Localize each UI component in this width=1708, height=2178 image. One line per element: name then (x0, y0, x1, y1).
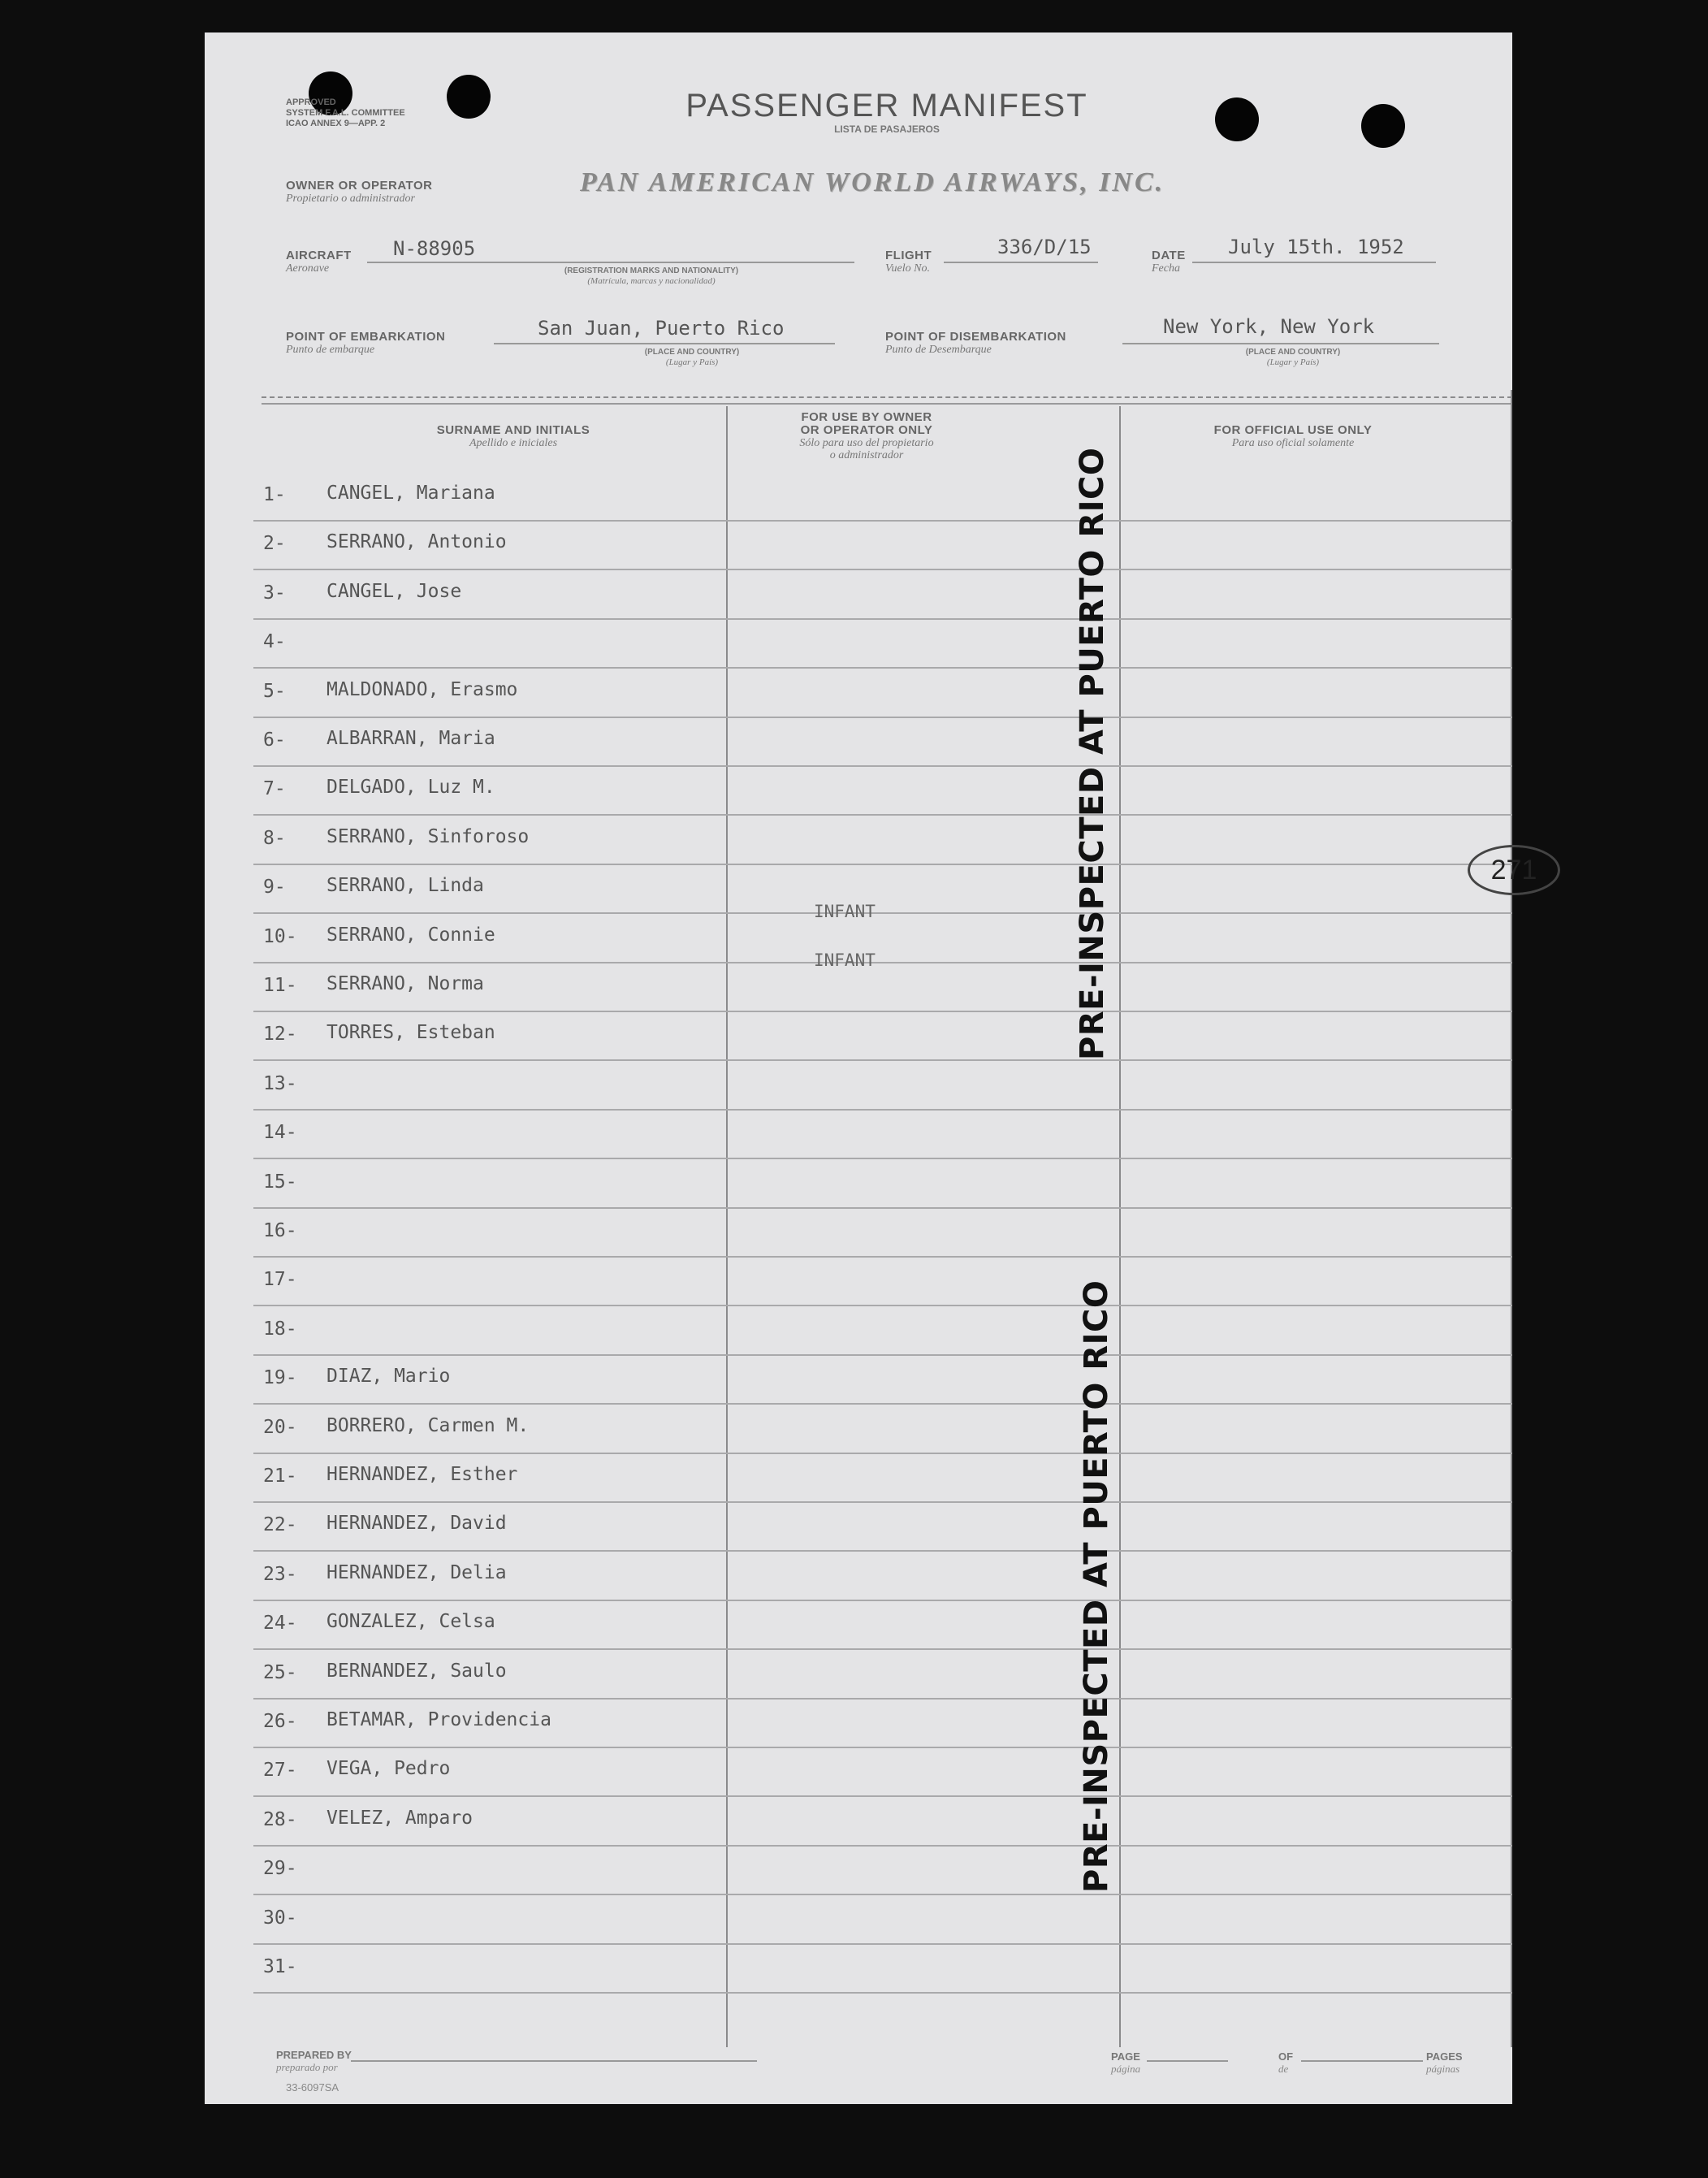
prepared-label: PREPARED BY (276, 2049, 352, 2061)
row-number: 16- (263, 1220, 297, 1241)
flight-underline (944, 262, 1098, 263)
row-number: 4- (263, 631, 286, 653)
operator-note: INFANT (814, 901, 876, 921)
owner-label-block (286, 179, 432, 206)
pages-block (1426, 2050, 1463, 2076)
table-top-rule (262, 396, 1512, 398)
disembark-sub: (PLACE AND COUNTRY) (1245, 348, 1341, 357)
aircraft-label: AIRCRAFT (286, 249, 352, 262)
row-number: 1- (263, 484, 286, 505)
row-number: 23- (263, 1563, 297, 1585)
passenger-name: SERRANO, Linda (326, 875, 484, 897)
row-number: 22- (263, 1514, 297, 1536)
row-number: 15- (263, 1171, 297, 1193)
pages-label: PAGES (1426, 2050, 1463, 2063)
col-head-names-label: SURNAME AND INITIALS (436, 423, 590, 437)
passenger-name: DELGADO, Luz M. (326, 777, 495, 799)
approval-line-1: APPROVED (286, 97, 336, 107)
table-row (253, 668, 1512, 718)
row-number: 19- (263, 1367, 297, 1389)
aircraft-value: N-88905 (393, 237, 476, 260)
date-label: DATE (1152, 249, 1186, 262)
table-row (253, 950, 1512, 1012)
aircraft-label-block (286, 249, 352, 275)
passenger-name: VEGA, Pedro (326, 1758, 451, 1780)
col-head-names-es: Apellido e iniciales (469, 437, 558, 449)
row-number: 6- (263, 730, 286, 751)
flight-label-block (885, 249, 932, 275)
table-row (253, 618, 1512, 669)
passenger-name: HERNANDEZ, David (326, 1513, 507, 1535)
page-block (1111, 2050, 1140, 2076)
passenger-name: BORRERO, Carmen M. (326, 1414, 530, 1436)
table-row (253, 1256, 1512, 1306)
embark-sub: (PLACE AND COUNTRY) (644, 348, 740, 357)
table-row (253, 717, 1512, 767)
page-title-es: LISTA DE PASAJEROS (834, 123, 940, 135)
table-row (253, 1600, 1512, 1650)
table-row (253, 864, 1512, 914)
owner-label: OWNER OR OPERATOR (286, 179, 433, 193)
row-number: 28- (263, 1808, 297, 1830)
page-title: PASSENGER MANIFEST (685, 88, 1088, 123)
flight-value: 336/D/15 (997, 236, 1092, 258)
passenger-name: BERNANDEZ, Saulo (326, 1660, 507, 1682)
row-number: 21- (263, 1466, 297, 1487)
passenger-name: SERRANO, Connie (326, 924, 495, 946)
punch-hole-3 (1215, 97, 1259, 141)
table-row (253, 1698, 1512, 1748)
table-row (253, 901, 1512, 963)
row-number: 31- (263, 1956, 297, 1977)
row-number: 3- (263, 582, 286, 604)
embark-value: San Juan, Puerto Rico (538, 317, 785, 340)
aircraft-sub-block (497, 266, 806, 286)
embark-label: POINT OF EMBARKATION (286, 330, 446, 344)
table-row (253, 520, 1512, 570)
passenger-name: TORRES, Esteban (326, 1022, 495, 1044)
pages-label-es: páginas (1426, 2063, 1460, 2075)
disembark-underline (1122, 343, 1439, 344)
row-number: 13- (263, 1072, 297, 1094)
table-row (253, 1453, 1512, 1503)
embark-label-es: Punto de embarque (286, 344, 375, 356)
col-head-official (1122, 424, 1464, 449)
row-number: 9- (263, 877, 286, 898)
table-row (253, 815, 1512, 865)
page-label-es: página (1111, 2063, 1141, 2075)
row-number: 24- (263, 1613, 297, 1635)
row-number: 20- (263, 1416, 297, 1438)
table-row (253, 1796, 1512, 1847)
aircraft-sub-es: (Matrícula, marcas y nacionalidad) (587, 276, 716, 286)
row-number: 10- (263, 925, 297, 947)
of-block (1278, 2050, 1293, 2076)
form-number: 33-6097SA (286, 2081, 339, 2094)
table-row (253, 1649, 1512, 1700)
prepared-underline (351, 2060, 757, 2062)
passenger-name: HERNANDEZ, Delia (326, 1561, 507, 1583)
table-row (253, 1551, 1512, 1601)
row-number: 11- (263, 975, 297, 996)
approval-line-2: SYSTEM F.A.L. COMMITTEE (286, 108, 405, 118)
prepared-label-es: preparado por (276, 2061, 338, 2073)
row-number: 5- (263, 680, 286, 702)
row-number: 25- (263, 1661, 297, 1683)
company-name: PAN AMERICAN WORLD AIRWAYS, INC. (580, 167, 1165, 197)
passenger-name: MALDONADO, Erasmo (326, 678, 518, 700)
aircraft-sub: (REGISTRATION MARKS AND NATIONALITY) (564, 266, 739, 275)
flight-label: FLIGHT (885, 249, 932, 262)
col-head-owner-es-2: o administrador (829, 449, 904, 461)
table-row (253, 765, 1512, 816)
disembark-value: New York, New York (1163, 315, 1375, 338)
row-number: 12- (263, 1024, 297, 1046)
table-row (253, 1207, 1512, 1258)
of-label: OF (1278, 2050, 1294, 2063)
embark-label-block (286, 330, 445, 357)
row-number: 14- (263, 1122, 297, 1144)
table-row (253, 1306, 1512, 1356)
approval-block (286, 97, 405, 129)
table-row (253, 1060, 1512, 1111)
row-number: 30- (263, 1907, 297, 1929)
row-number: 18- (263, 1318, 297, 1340)
col-head-owner-2: OR OPERATOR ONLY (800, 423, 933, 437)
col-head-owner-1: FOR USE BY OWNER (801, 410, 932, 424)
of-label-es: de (1278, 2063, 1289, 2075)
punch-hole-4 (1361, 104, 1405, 148)
pre-inspected-stamp-upper: PRE-INSPECTED AT PUERTO RICO (1074, 447, 1111, 1060)
passenger-name: HERNANDEZ, Esther (326, 1464, 518, 1485)
aircraft-underline (367, 262, 854, 263)
passenger-name: CANGEL, Mariana (326, 483, 495, 504)
table-row (253, 471, 1512, 522)
table-row (253, 569, 1512, 620)
row-number: 29- (263, 1858, 297, 1880)
date-label-block (1152, 249, 1186, 275)
disembark-label: POINT OF DISEMBARKATION (885, 330, 1066, 344)
col-head-official-es: Para uso oficial solamente (1231, 437, 1355, 449)
of-underline (1301, 2060, 1423, 2062)
row-number: 27- (263, 1760, 297, 1782)
passenger-name: GONZALEZ, Celsa (326, 1611, 495, 1633)
row-number: 7- (263, 778, 286, 800)
date-underline (1192, 262, 1436, 263)
table-top-rule-2 (262, 403, 1512, 405)
embark-underline (494, 343, 835, 344)
table-row (253, 1354, 1512, 1405)
page-label: PAGE (1111, 2050, 1140, 2063)
table-row (253, 1747, 1512, 1797)
col-head-official-label: FOR OFFICIAL USE ONLY (1213, 423, 1373, 437)
col-head-owner (729, 411, 1005, 461)
disembark-sub-es: (Lugar y País) (1266, 357, 1320, 367)
table-row (253, 1943, 1512, 1994)
date-value: July 15th. 1952 (1228, 236, 1404, 258)
table-row (253, 1404, 1512, 1454)
table-row (253, 1158, 1512, 1209)
row-number: 8- (263, 827, 286, 849)
disembark-label-block (885, 330, 1066, 357)
col-head-owner-es-1: Sólo para uso del propietario (799, 437, 934, 449)
passenger-name: CANGEL, Jose (326, 580, 462, 602)
manifest-sheet (205, 32, 1537, 2104)
passenger-name: ALBARRAN, Maria (326, 728, 495, 749)
date-label-es: Fecha (1152, 262, 1180, 275)
table-row (253, 1845, 1512, 1895)
circled-count-stamp: 271 (1468, 845, 1560, 895)
embark-sub-block (611, 348, 773, 367)
col-head-names (286, 424, 741, 449)
approval-line-3: ICAO ANNEX 9—APP. 2 (286, 119, 386, 128)
passenger-name: SERRANO, Norma (326, 973, 484, 994)
operator-note: INFANT (814, 950, 876, 970)
disembark-label-es: Punto de Desembarque (885, 344, 992, 356)
passenger-name: SERRANO, Antonio (326, 531, 507, 553)
row-number: 26- (263, 1711, 297, 1732)
passenger-name: BETAMAR, Providencia (326, 1709, 551, 1730)
punch-hole-2 (447, 75, 491, 119)
aircraft-label-es: Aeronave (286, 262, 330, 275)
row-number: 17- (263, 1269, 297, 1291)
table-row (253, 1501, 1512, 1552)
pre-inspected-stamp-lower: PRE-INSPECTED AT PUERTO RICO (1078, 1280, 1115, 1893)
passenger-name: DIAZ, Mario (326, 1366, 451, 1388)
prepared-by-block (276, 2049, 352, 2074)
passenger-name: SERRANO, Sinforoso (326, 825, 530, 847)
owner-label-es: Propietario o administrador (286, 193, 415, 205)
flight-label-es: Vuelo No. (885, 262, 930, 275)
disembark-sub-block (1212, 348, 1374, 367)
table-row (253, 1011, 1512, 1061)
table-row (253, 1109, 1512, 1159)
embark-sub-es: (Lugar y País) (665, 357, 719, 367)
table-row (253, 1894, 1512, 1945)
passenger-name: VELEZ, Amparo (326, 1807, 473, 1829)
title-block (659, 88, 1114, 134)
row-number: 2- (263, 533, 286, 555)
page-underline (1147, 2060, 1228, 2062)
